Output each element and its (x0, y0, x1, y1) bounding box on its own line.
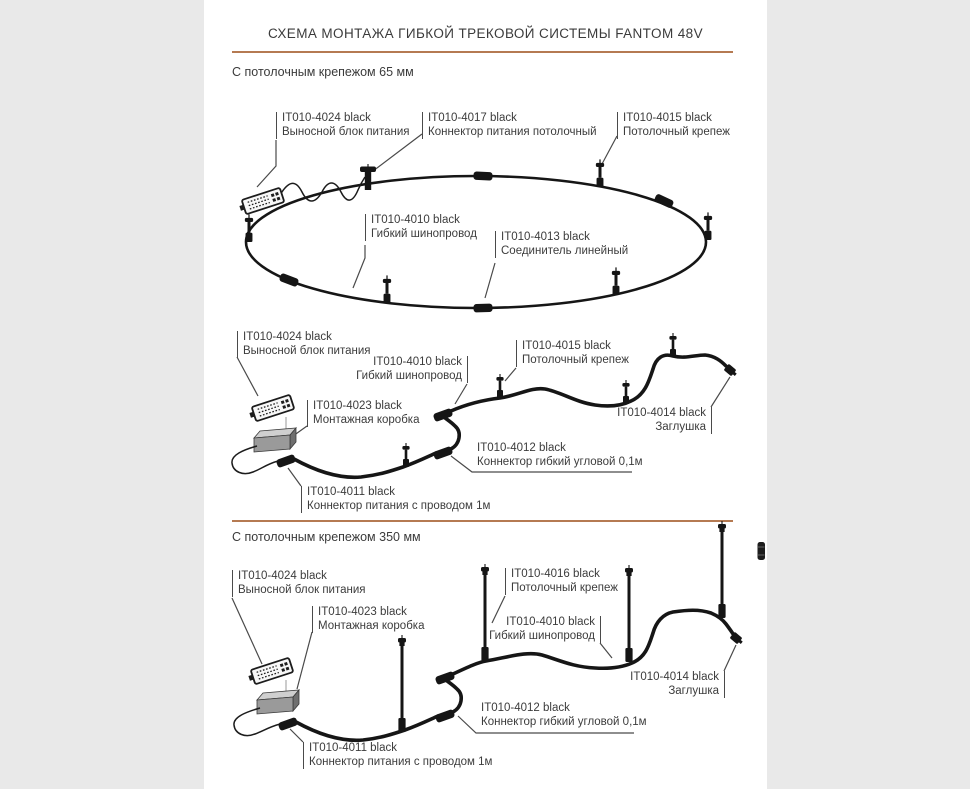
ceiling-pin (596, 159, 604, 187)
ceiling-pin (496, 374, 503, 398)
part-name: Потолочный крепеж (522, 353, 629, 366)
part-label-power-connector (301, 486, 490, 513)
part-name: Коннектор гибкий угловой 0,1м (481, 715, 647, 728)
part-name: Соединитель линейный (501, 244, 629, 257)
part-label-corner-connector (481, 702, 647, 729)
ceiling-rod-350 (398, 635, 406, 732)
flexible-track (294, 453, 436, 477)
leader-line (290, 729, 303, 742)
part-code: IT010-4023 black (318, 606, 407, 618)
leader-line (711, 377, 730, 407)
part-label-power-connector (303, 742, 492, 769)
ceiling-rod-350 (625, 565, 633, 662)
ceiling-pin (669, 333, 676, 357)
part-name: Заглушка (668, 684, 719, 697)
linear-connector (654, 193, 675, 209)
part-name: Выносной блок питания (243, 344, 371, 357)
part-label-ceiling-mount (516, 340, 629, 367)
part-label-psu (276, 112, 410, 139)
corner-connector (435, 709, 456, 723)
linear-connector (473, 303, 492, 312)
part-label-junction-box (307, 400, 419, 427)
ceiling-pin (622, 380, 629, 404)
part-label-ceiling-feed (422, 112, 597, 139)
part-label-psu (237, 331, 371, 358)
title-divider (232, 51, 733, 53)
flexible-track (446, 680, 461, 712)
part-label-linear-joint (495, 231, 628, 258)
leader-line (600, 643, 612, 658)
leader-line (724, 645, 736, 671)
power-cable-wavy (280, 177, 365, 201)
part-code: IT010-4017 black (428, 112, 517, 124)
power-supply-unit (248, 395, 294, 423)
part-label-track (489, 616, 601, 643)
part-name: Выносной блок питания (238, 583, 366, 596)
part-label-corner-connector (477, 442, 643, 469)
leader-line (237, 357, 258, 396)
linear-connector (279, 273, 300, 288)
part-code: IT010-4010 black (373, 356, 462, 368)
spare-rod-part (758, 542, 766, 560)
part-code: IT010-4024 black (238, 570, 327, 582)
part-code: IT010-4011 black (309, 742, 398, 754)
part-label-ceiling-mount (617, 112, 730, 139)
part-code: IT010-4010 black (371, 214, 460, 226)
leader-line (455, 384, 467, 404)
power-connector-1m (278, 717, 299, 731)
power-connector-1m (276, 454, 297, 468)
ceiling-pin (402, 443, 409, 467)
part-code: IT010-4024 black (243, 331, 332, 343)
power-supply-unit (238, 188, 284, 216)
part-label-ceiling-mount (505, 568, 618, 595)
part-name: Потолочный крепеж (623, 125, 730, 138)
ceiling-pin (383, 275, 391, 303)
corner-connector (433, 446, 454, 460)
part-name: Гибкий шинопровод (356, 369, 462, 382)
part-name: Монтажная коробка (318, 619, 425, 632)
part-code: IT010-4014 black (630, 671, 719, 683)
part-name: Заглушка (655, 420, 706, 433)
leader-line (232, 598, 262, 664)
part-name: Коннектор питания с проводом 1м (307, 499, 491, 512)
ceiling-pin (612, 267, 620, 295)
part-name: Коннектор питания потолочный (428, 125, 597, 138)
part-label-track (356, 356, 468, 383)
part-code: IT010-4013 black (501, 231, 590, 243)
part-code: IT010-4010 black (506, 616, 595, 628)
part-code: IT010-4011 black (307, 486, 396, 498)
part-label-end-cap (617, 407, 712, 434)
page-title: СХЕМА МОНТАЖА ГИБКОЙ ТРЕКОВОЙ СИСТЕМЫ FANTOM 48V (268, 26, 703, 41)
part-name: Коннектор гибкий угловой 0,1м (477, 455, 643, 468)
leader-line (297, 632, 312, 689)
junction-box (257, 690, 299, 714)
ceiling-feed-connector (360, 164, 376, 190)
part-name: Гибкий шинопровод (371, 227, 477, 240)
part-code: IT010-4012 black (477, 442, 566, 454)
part-name: Монтажная коробка (313, 413, 420, 426)
flexible-track-loop (246, 176, 706, 308)
flexible-track (296, 716, 438, 740)
part-label-junction-box (312, 606, 424, 633)
part-name: Коннектор питания с проводом 1м (309, 755, 493, 768)
part-name: Гибкий шинопровод (489, 629, 595, 642)
junction-box (254, 428, 296, 452)
leader-line (505, 368, 516, 381)
section-heading-350mm: С потолочным крепежом 350 мм (232, 530, 421, 544)
part-name: Выносной блок питания (282, 125, 410, 138)
leader-line (353, 245, 365, 288)
document-page (204, 0, 767, 789)
leader-line (602, 136, 617, 164)
section-heading-65mm: С потолочным крепежом 65 мм (232, 65, 414, 79)
part-code: IT010-4014 black (617, 407, 706, 419)
part-label-track (365, 214, 477, 241)
ceiling-rod-350 (718, 521, 726, 618)
leader-line (373, 134, 422, 171)
part-label-end-cap (630, 671, 725, 698)
leader-line (257, 140, 276, 187)
part-code: IT010-4016 black (511, 568, 600, 580)
part-code: IT010-4012 black (481, 702, 570, 714)
ceiling-pin (704, 212, 712, 240)
leader-line (485, 263, 495, 298)
ceiling-rod-350 (481, 564, 489, 661)
part-name: Потолочный крепеж (511, 581, 618, 594)
part-label-psu (232, 570, 366, 597)
part-code: IT010-4023 black (313, 400, 402, 412)
part-code: IT010-4024 black (282, 112, 371, 124)
linear-connector (473, 171, 492, 180)
part-code: IT010-4015 black (522, 340, 611, 352)
flexible-track (444, 417, 459, 449)
leader-line (288, 468, 301, 486)
part-code: IT010-4015 black (623, 112, 712, 124)
